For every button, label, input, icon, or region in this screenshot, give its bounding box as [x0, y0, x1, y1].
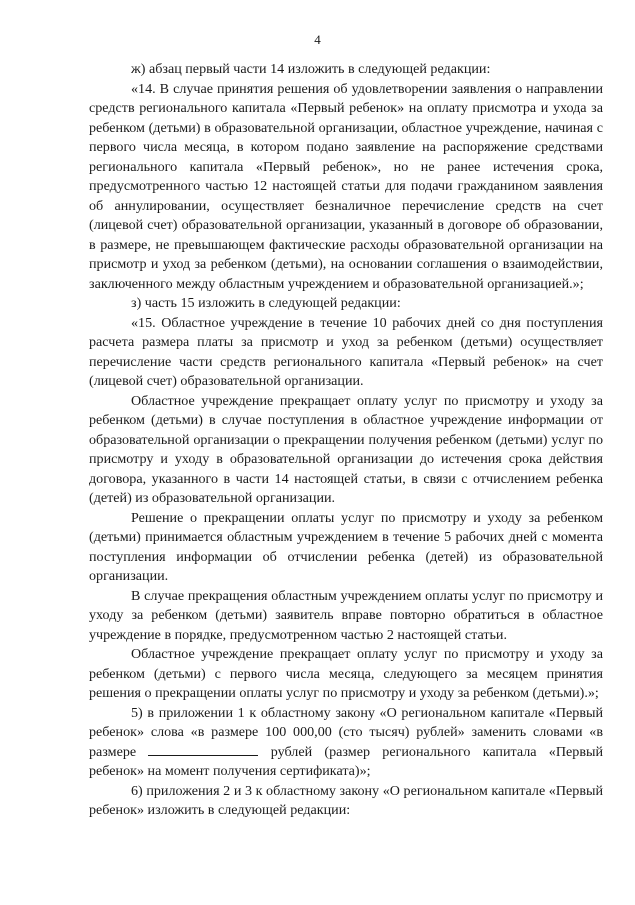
paragraph-reapplication: В случае прекращения областным учреждением оплаты услуг по присмотру и уходу за ребенком (детьми) заявитель вправе повторно обратиться в областное учреждение в порядке, предусмотренном частью 2 настоящей статьи.	[89, 587, 603, 643]
paragraph-part-15: «15. Областное учреждение в течение 10 рабочих дней со дня поступления расчета размера платы за присмотр и уход за ребенком (детьми) осуществляет перечисление части средств регионального капитала «Первый ребенок» на счет (лицевой счет) образовательной организации.	[89, 314, 603, 389]
item-5-text-after: рублей (размер регионального капитала «Первый ребенок» на момент получения сертификата)»;	[89, 743, 603, 779]
paragraph-amendment-z: з) часть 15 изложить в следующей редакции:	[131, 295, 401, 311]
paragraph-item-6: 6) приложения 2 и 3 к областному закону «О региональном капитале «Первый ребенок» изложить в следующей редакции:	[89, 782, 603, 818]
paragraph-amendment-zh: ж) абзац первый части 14 изложить в следующей редакции:	[131, 61, 491, 77]
page-number: 4	[314, 32, 321, 47]
document-body	[89, 60, 603, 821]
amount-blank-line	[148, 743, 258, 756]
paragraph-termination-payment: Областное учреждение прекращает оплату услуг по присмотру и уходу за ребенком (детьми) в случае поступления в областное учреждение информации от образовательной организации о прекращении получения ребенком (детьми) услуг по присмотру и уходу в образовательной организации до истечения срока действия договора, указанного в части 14 настоящей статьи, в связи с отчислением ребенка (детей) из образовательной организации.	[89, 392, 603, 506]
paragraph-item-5	[89, 704, 603, 782]
item-5-text-before: 5) в приложении 1 к областному закону «О региональном капитале «Первый ребенок» слова «в размере 100 000,00 (сто тысяч) рублей» заменить словами «в размере	[89, 704, 603, 760]
paragraph-termination-decision: Решение о прекращении оплаты услуг по присмотру и уходу за ребенком (детьми) принимается областным учреждением в течение 5 рабочих дней с момента поступления информации об отчислении ребенка (детей) из образовательной организации.	[89, 509, 603, 584]
paragraph-termination-date: Областное учреждение прекращает оплату услуг по присмотру и уходу за ребенком (детьми) с первого числа месяца, следующего за месяцем принятия решения о прекращении оплаты услуг по присмотру и уходу за ребенком (детьми).»;	[89, 646, 603, 701]
paragraph-part-14: «14. В случае принятия решения об удовлетворении заявления о направлении средств регионального капитала «Первый ребенок» на оплату присмотра и ухода за ребенком (детьми) в образовательной организации, областное учреждение, начиная с первого числа месяца, в котором подано заявление на распоряжение средствами регионального капитала «Первый ребенок», но не ранее истечения срока, предусмотренного частью 12 настоящей статьи для подачи гражданином заявления об аннулировании, осуществляет безналичное перечисление средств на счет (лицевой счет) образовательной организации, указанный в договоре об образовании, в размере, не превышающем фактические расходы образовательной организации на присмотр и уход за ребенком (детьми), на основании соглашения о взаимодействии, заключенного между областным учреждением и образовательной организацией.»;	[89, 80, 603, 292]
